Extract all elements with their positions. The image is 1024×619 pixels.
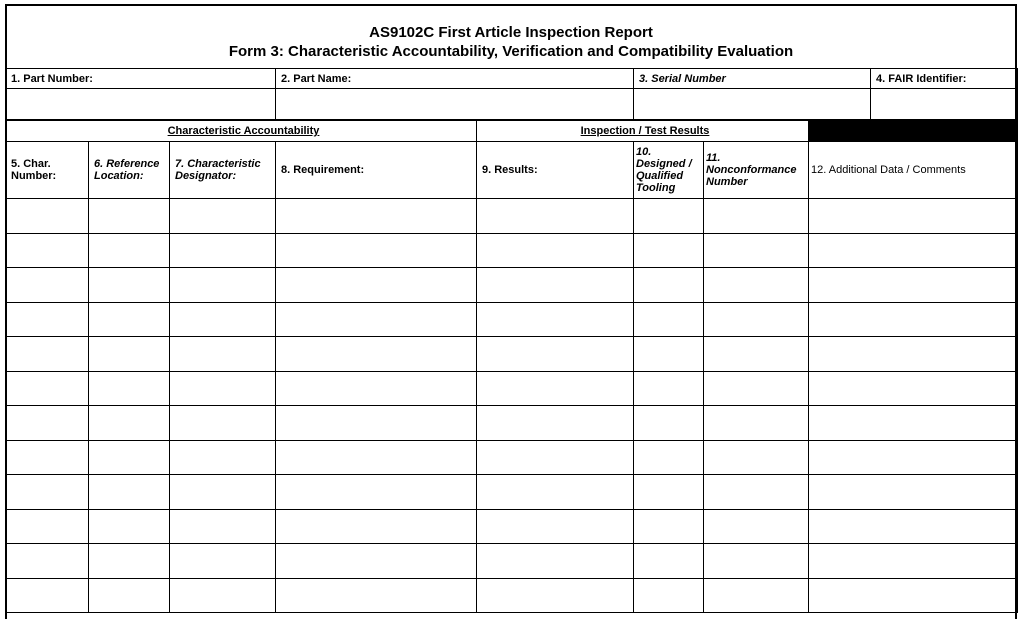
cell-designed-tooling[interactable]: [634, 440, 704, 475]
cell-results[interactable]: [477, 475, 634, 510]
cell-nonconformance-number[interactable]: [704, 337, 809, 372]
cell-results[interactable]: [477, 233, 634, 268]
section-characteristic-accountability: Characteristic Accountability: [6, 121, 477, 142]
cell-requirement[interactable]: [276, 371, 477, 406]
cell-reference-location[interactable]: [89, 233, 170, 268]
cell-designed-tooling[interactable]: [634, 233, 704, 268]
cell-results[interactable]: [477, 406, 634, 441]
cell-nonconformance-number[interactable]: [704, 475, 809, 510]
cell-char-number[interactable]: [6, 199, 89, 234]
report-title: AS9102C First Article Inspection Report: [369, 24, 653, 41]
col-results: 9. Results:: [477, 142, 634, 199]
cell-designed-tooling[interactable]: [634, 475, 704, 510]
col-requirement: 8. Requirement:: [276, 142, 477, 199]
section-inspection-test-results: Inspection / Test Results: [477, 121, 809, 142]
cell-designed-tooling[interactable]: [634, 199, 704, 234]
cell-char-number[interactable]: [6, 233, 89, 268]
cell-additional-data[interactable]: [809, 371, 1018, 406]
cell-requirement[interactable]: [276, 509, 477, 544]
cell-designed-tooling[interactable]: [634, 509, 704, 544]
cell-characteristic-designator[interactable]: [170, 268, 276, 303]
table-row: [6, 302, 1018, 337]
cell-requirement[interactable]: [276, 544, 477, 579]
part-number-label: 1. Part Number:: [6, 69, 276, 89]
cell-requirement[interactable]: [276, 406, 477, 441]
cell-nonconformance-number[interactable]: [704, 406, 809, 441]
characteristics-table: [5, 120, 1018, 613]
cell-nonconformance-number[interactable]: [704, 233, 809, 268]
col-additional-data: 12. Additional Data / Comments: [809, 142, 1018, 199]
form-title: Form 3: Characteristic Accountability, Verification and Compatibility Evaluation: [228, 43, 794, 60]
cell-reference-location[interactable]: [89, 578, 170, 613]
cell-additional-data[interactable]: [809, 199, 1018, 234]
part-info-table: [5, 68, 1018, 120]
cell-requirement[interactable]: [276, 475, 477, 510]
cell-characteristic-designator[interactable]: [170, 199, 276, 234]
col-char-number: 5. Char. Number:: [6, 142, 89, 199]
cell-results[interactable]: [477, 371, 634, 406]
cell-reference-location[interactable]: [89, 440, 170, 475]
cell-characteristic-designator[interactable]: [170, 302, 276, 337]
cell-characteristic-designator[interactable]: [170, 509, 276, 544]
col-designed-tooling: 10. Designed / Qualified Tooling: [634, 142, 704, 199]
blacked-out-header: [809, 121, 1018, 142]
cell-results[interactable]: [477, 578, 634, 613]
cell-additional-data[interactable]: [809, 406, 1018, 441]
col-characteristic-designator: 7. Characteristic Designator:: [170, 142, 276, 199]
cell-designed-tooling[interactable]: [634, 337, 704, 372]
cell-reference-location[interactable]: [89, 199, 170, 234]
table-row: [6, 440, 1018, 475]
col-reference-location: 6. Reference Location:: [89, 142, 170, 199]
cell-additional-data[interactable]: [809, 268, 1018, 303]
table-row: [6, 544, 1018, 579]
cell-reference-location[interactable]: [89, 475, 170, 510]
form-border-left: [5, 4, 7, 619]
form-border-right: [1015, 4, 1017, 619]
part-number-field[interactable]: [6, 89, 276, 120]
cell-reference-location[interactable]: [89, 406, 170, 441]
cell-results[interactable]: [477, 337, 634, 372]
cell-nonconformance-number[interactable]: [704, 544, 809, 579]
col-nonconformance-number: 11. Nonconformance Number: [704, 142, 809, 199]
report-header: [5, 4, 1017, 68]
cell-additional-data[interactable]: [809, 509, 1018, 544]
cell-characteristic-designator[interactable]: [170, 578, 276, 613]
cell-designed-tooling[interactable]: [634, 268, 704, 303]
cell-characteristic-designator[interactable]: [170, 475, 276, 510]
cell-char-number[interactable]: [6, 544, 89, 579]
cell-char-number[interactable]: [6, 371, 89, 406]
cell-additional-data[interactable]: [809, 337, 1018, 372]
cell-designed-tooling[interactable]: [634, 406, 704, 441]
cell-additional-data[interactable]: [809, 302, 1018, 337]
cell-nonconformance-number[interactable]: [704, 199, 809, 234]
cell-characteristic-designator[interactable]: [170, 233, 276, 268]
cell-results[interactable]: [477, 544, 634, 579]
table-row: [6, 337, 1018, 372]
cell-nonconformance-number[interactable]: [704, 371, 809, 406]
fair-identifier-field[interactable]: [871, 89, 1018, 120]
cell-char-number[interactable]: [6, 302, 89, 337]
cell-characteristic-designator[interactable]: [170, 544, 276, 579]
cell-char-number[interactable]: [6, 475, 89, 510]
cell-reference-location[interactable]: [89, 302, 170, 337]
cell-designed-tooling[interactable]: [634, 371, 704, 406]
cell-reference-location[interactable]: [89, 544, 170, 579]
cell-designed-tooling[interactable]: [634, 302, 704, 337]
cell-additional-data[interactable]: [809, 578, 1018, 613]
table-row: [6, 268, 1018, 303]
cell-additional-data[interactable]: [809, 544, 1018, 579]
cell-results[interactable]: [477, 268, 634, 303]
cell-reference-location[interactable]: [89, 337, 170, 372]
cell-characteristic-designator[interactable]: [170, 337, 276, 372]
cell-char-number[interactable]: [6, 337, 89, 372]
table-row: [6, 233, 1018, 268]
cell-nonconformance-number[interactable]: [704, 268, 809, 303]
cell-results[interactable]: [477, 440, 634, 475]
cell-requirement[interactable]: [276, 233, 477, 268]
cell-additional-data[interactable]: [809, 233, 1018, 268]
cell-requirement[interactable]: [276, 440, 477, 475]
cell-reference-location[interactable]: [89, 371, 170, 406]
cell-results[interactable]: [477, 302, 634, 337]
cell-char-number[interactable]: [6, 509, 89, 544]
fair-identifier-label: 4. FAIR Identifier:: [871, 69, 1018, 89]
cell-characteristic-designator[interactable]: [170, 440, 276, 475]
cell-reference-location[interactable]: [89, 509, 170, 544]
table-row: [6, 578, 1018, 613]
cell-requirement[interactable]: [276, 578, 477, 613]
table-row: [6, 371, 1018, 406]
cell-additional-data[interactable]: [809, 475, 1018, 510]
cell-results[interactable]: [477, 199, 634, 234]
cell-characteristic-designator[interactable]: [170, 406, 276, 441]
cell-characteristic-designator[interactable]: [170, 371, 276, 406]
cell-nonconformance-number[interactable]: [704, 302, 809, 337]
cell-char-number[interactable]: [6, 440, 89, 475]
table-row: [6, 406, 1018, 441]
cell-designed-tooling[interactable]: [634, 578, 704, 613]
cell-designed-tooling[interactable]: [634, 544, 704, 579]
cell-char-number[interactable]: [6, 406, 89, 441]
part-name-field[interactable]: [276, 89, 634, 120]
cell-char-number[interactable]: [6, 268, 89, 303]
cell-nonconformance-number[interactable]: [704, 440, 809, 475]
serial-number-field[interactable]: [634, 89, 871, 120]
cell-char-number[interactable]: [6, 578, 89, 613]
cell-requirement[interactable]: [276, 302, 477, 337]
cell-reference-location[interactable]: [89, 268, 170, 303]
table-row: [6, 475, 1018, 510]
cell-nonconformance-number[interactable]: [704, 578, 809, 613]
cell-nonconformance-number[interactable]: [704, 509, 809, 544]
cell-requirement[interactable]: [276, 268, 477, 303]
table-row: [6, 199, 1018, 234]
serial-number-label: 3. Serial Number: [634, 69, 871, 89]
table-row: [6, 509, 1018, 544]
cell-requirement[interactable]: [276, 199, 477, 234]
cell-additional-data[interactable]: [809, 440, 1018, 475]
cell-requirement[interactable]: [276, 337, 477, 372]
part-name-label: 2. Part Name:: [276, 69, 634, 89]
cell-results[interactable]: [477, 509, 634, 544]
